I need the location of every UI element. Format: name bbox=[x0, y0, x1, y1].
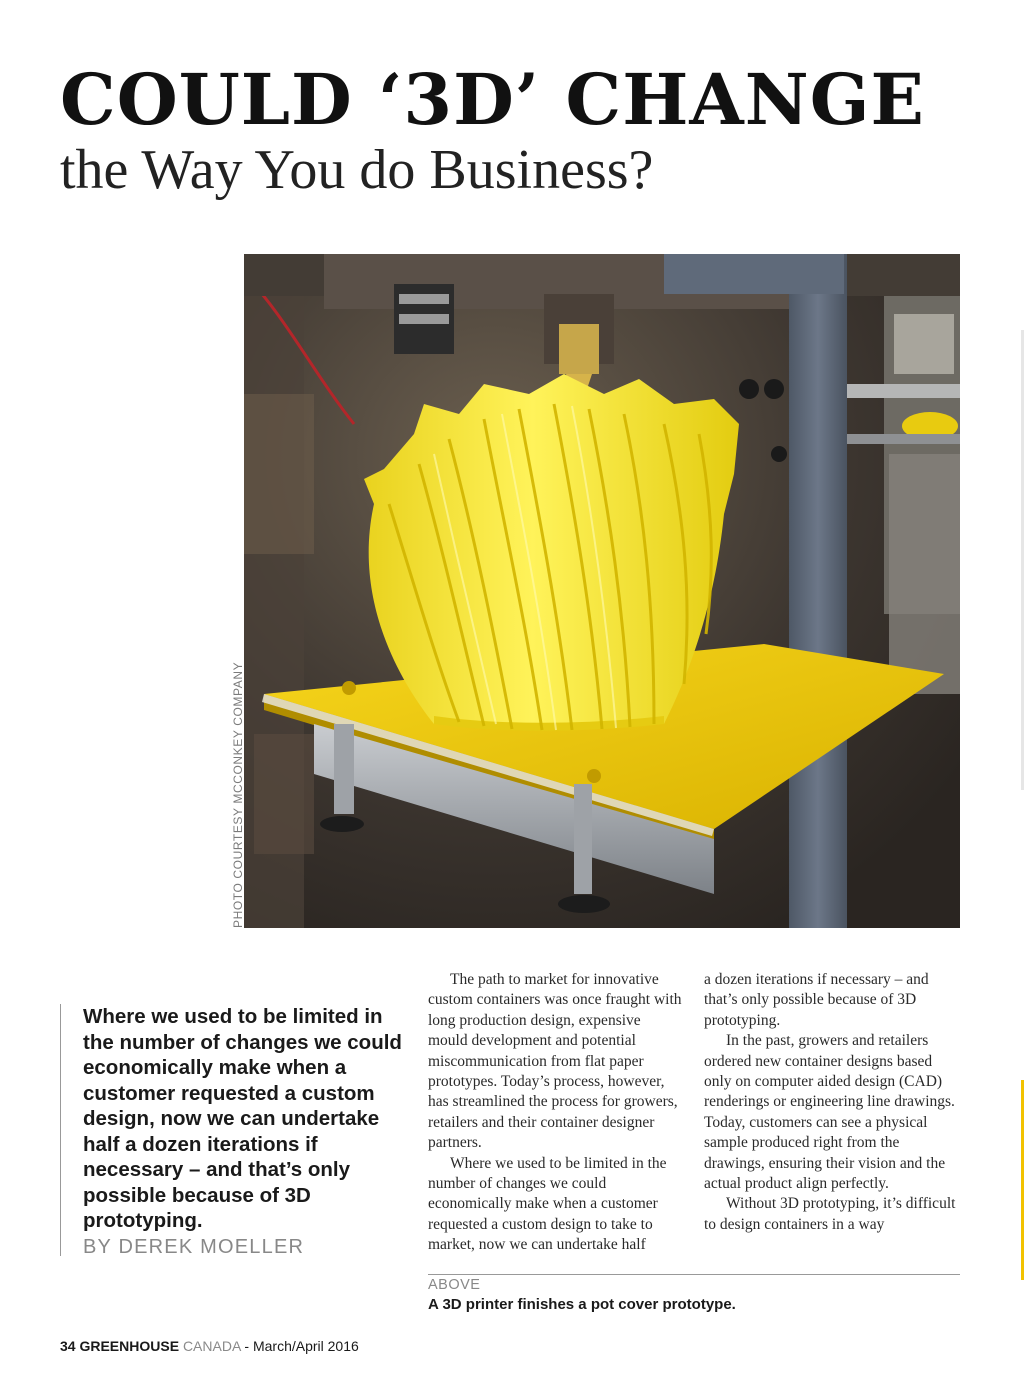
article-paragraph: Without 3D prototyping, it’s difficult to design containers in a way bbox=[704, 1195, 956, 1233]
article-column-2 bbox=[704, 970, 960, 1235]
pull-quote: Where we used to be limited in the number of changes we could economically make when a customer requested a custom design, now we can undertake half a dozen iterations if necessary – and that’s only possible because of 3D prototyping. bbox=[83, 1005, 402, 1232]
article-photo bbox=[244, 254, 960, 928]
article-paragraph: a dozen iterations if necessary – and that’s only possible because of 3D prototyping. bbox=[704, 971, 929, 1029]
issue-date: - March/April 2016 bbox=[244, 1338, 359, 1354]
headline-main: COULD ‘3D’ CHANGE bbox=[60, 58, 925, 141]
byline: BY DEREK MOELLER bbox=[83, 1236, 305, 1258]
article-paragraph: In the past, growers and retailers ordered new container designs based only on computer aided design (CAD) renderings or engineering line drawings. Today, customers can see a physical sample produced right from the drawings, ensuring their vision and the actual product align perfectly. bbox=[704, 1032, 955, 1193]
headline-sub: the Way You do Business? bbox=[60, 139, 654, 201]
article-paragraph: Where we used to be limited in the number of changes we could economically make when a customer requested a custom design to take to market, now we can undertake half bbox=[428, 1154, 667, 1254]
caption-divider bbox=[428, 1274, 960, 1275]
page-footer bbox=[60, 1338, 359, 1354]
3d-printer-photo bbox=[244, 254, 960, 928]
magazine-name-suffix: CANADA bbox=[182, 1338, 241, 1354]
photo-caption: A 3D printer finishes a pot cover prototype. bbox=[428, 1296, 736, 1313]
sidebar bbox=[60, 1004, 413, 1256]
magazine-name: GREENHOUSE bbox=[79, 1338, 180, 1354]
caption-label: ABOVE bbox=[428, 1277, 481, 1293]
page-number: 34 bbox=[60, 1338, 76, 1354]
article-paragraph: The path to market for innovative custom containers was once fraught with long production design, expensive mould development and potential miscommunication from flat paper prototypes. Today’s process, however, has streamlined the process for growers, retailers and their container designer partners. bbox=[428, 971, 682, 1152]
article-column-1 bbox=[428, 970, 684, 1256]
photo-credit: PHOTO COURTESY MCCONKEY COMPANY bbox=[231, 661, 245, 928]
